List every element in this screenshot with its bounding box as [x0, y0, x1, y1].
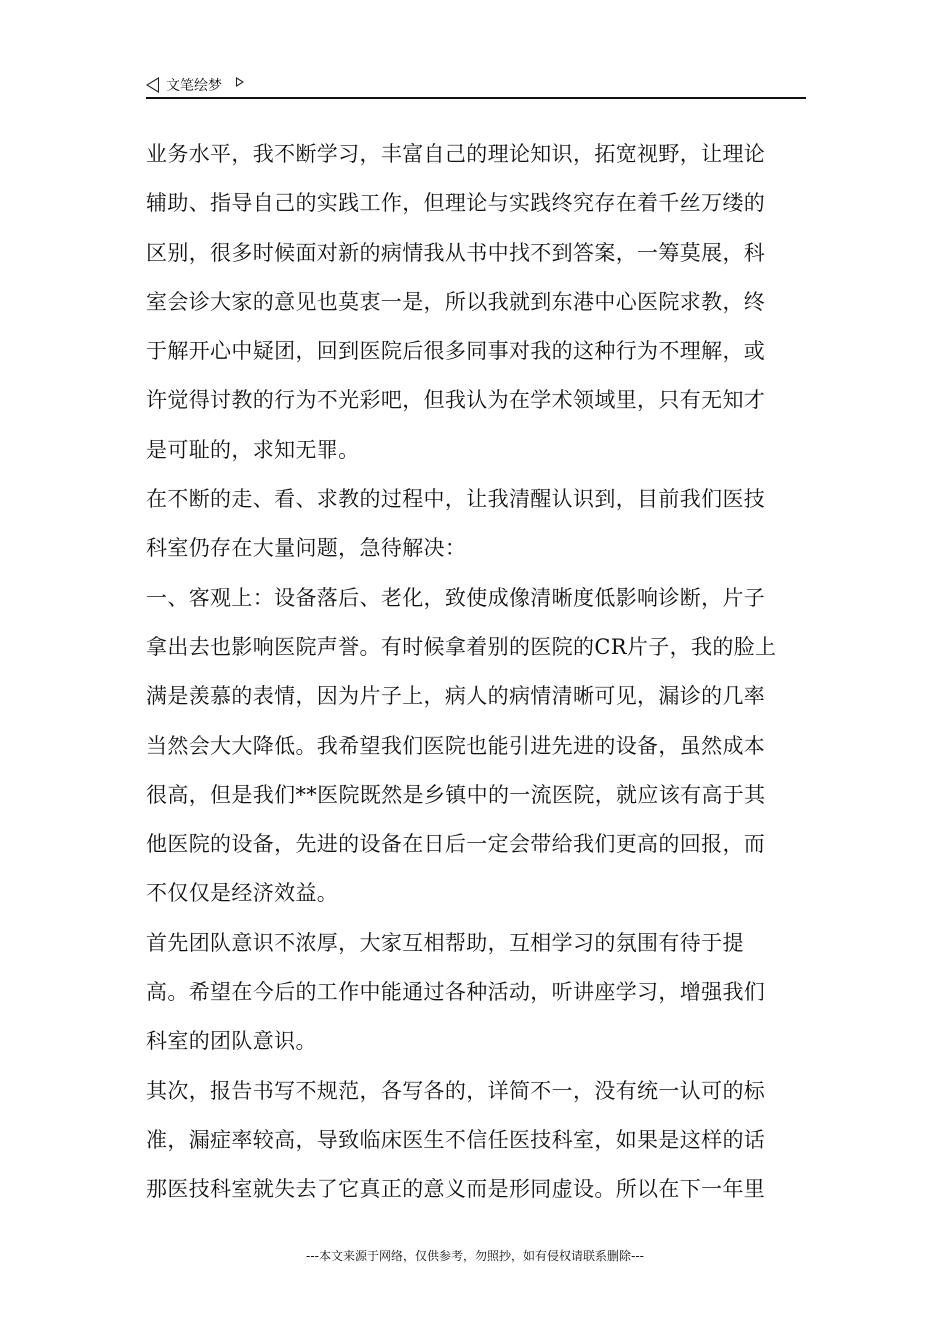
text-line: 不仅仅是经济效益。	[146, 881, 339, 906]
text-line: 那医技科室就失去了它真正的意义而是形同虚设。所以在下一年里	[146, 1177, 766, 1202]
text-line: 科室仍存在大量问题，急待解决：	[146, 536, 467, 561]
right-triangle-icon	[236, 77, 244, 87]
text-line: 一、客观上：设备落后、老化，致使成像清晰度低影响诊断，片子	[146, 585, 766, 610]
text-line: 满是羡慕的表情，因为片子上，病人的病情清晰可见，漏诊的几率	[146, 684, 766, 709]
text-line: 业务水平，我不断学习，丰富自己的理论知识，拓宽视野，让理论	[146, 142, 766, 166]
text-line: 首先团队意识不浓厚，大家互相帮助，互相学习的氛围有待于提	[146, 930, 744, 955]
text-line: 当然会大大降低。我希望我们医院也能引进先进的设备，虽然成本	[146, 733, 766, 758]
header-title: 文笔绘梦	[166, 78, 222, 94]
text-line: 其次，报告书写不规范，各写各的，详简不一，没有统一认可的标	[146, 1078, 766, 1103]
text-line: 高。希望在今后的工作中能通过各种活动，听讲座学习，增强我们	[146, 980, 766, 1005]
text-line: 很高，但是我们**医院既然是乡镇中的一流医院，就应该有高于其	[146, 782, 766, 807]
header-rule	[146, 97, 806, 99]
page-header	[146, 74, 806, 98]
text-line: 他医院的设备，先进的设备在日后一定会带给我们更高的回报，而	[146, 832, 766, 857]
text-line: 准，漏症率较高，导致临床医生不信任医技科室，如果是这样的话	[146, 1127, 766, 1152]
text-line: 在不断的走、看、求教的过程中，让我清醒认识到，目前我们医技	[146, 487, 766, 512]
page-footer: ---本文来源于网络，仅供参考，勿照抄，如有侵权请联系删除---	[306, 1249, 644, 1263]
text-line: 于解开心中疑团，回到医院后很多同事对我的这种行为不理解，或	[146, 339, 766, 364]
left-triangle-icon	[146, 77, 159, 93]
text-line: 拿出去也影响医院声誉。有时候拿着别的医院的CR片子，我的脸上	[146, 634, 777, 659]
text-line: 区别，很多时候面对新的病情我从书中找不到答案，一筹莫展，科	[146, 240, 766, 265]
body-text	[146, 130, 806, 1215]
text-line: 室会诊大家的意见也莫衷一是，所以我就到东港中心医院求教，终	[146, 289, 766, 314]
text-line: 是可耻的，求知无罪。	[146, 437, 360, 462]
text-line: 辅助、指导自己的实践工作，但理论与实践终究存在着千丝万缕的	[146, 191, 766, 216]
text-line: 许觉得讨教的行为不光彩吧，但我认为在学术领域里，只有无知才	[146, 388, 766, 413]
text-line: 科室的团队意识。	[146, 1029, 317, 1054]
